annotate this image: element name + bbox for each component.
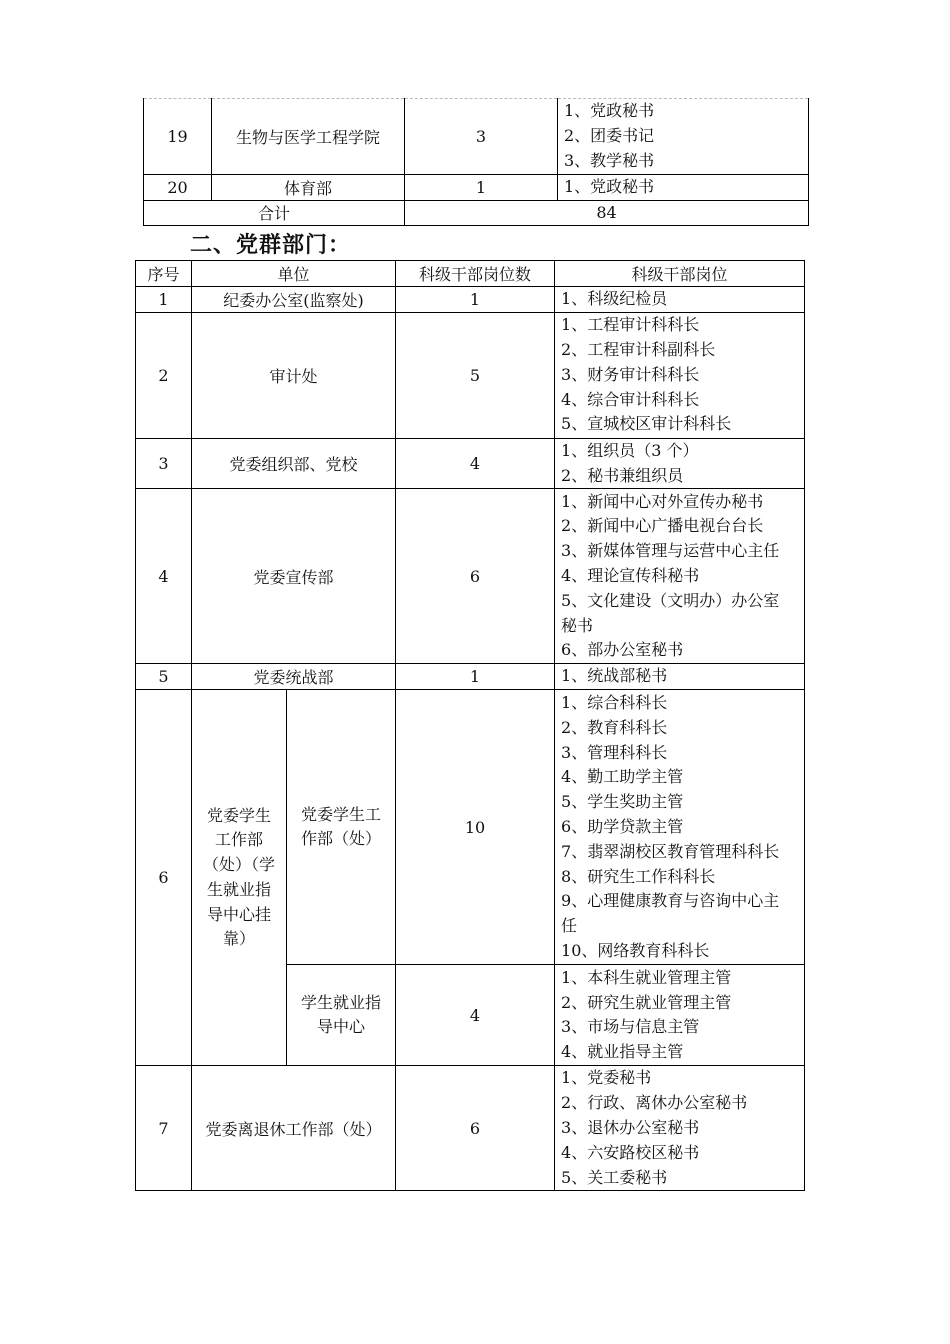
total-value: 84 — [405, 200, 809, 225]
post-count: 1 — [396, 664, 555, 690]
unit-name: 体育部 — [212, 175, 405, 201]
post-item: 2、行政、离休办公室秘书 — [561, 1093, 748, 1113]
post-count: 1 — [396, 287, 555, 313]
unit-name: 党委组织部、党校 — [192, 438, 396, 489]
post-count: 6 — [396, 489, 555, 664]
post-item: 2、工程审计科副科长 — [561, 340, 716, 360]
post-item: 1、综合科科长 — [561, 693, 668, 712]
post-item: 任 — [561, 916, 578, 936]
post-item: 2、团委书记 — [564, 126, 655, 146]
unit-line: 导中心挂 — [206, 904, 271, 924]
subunit-name — [287, 690, 396, 965]
post-item: 1、党政秘书 — [564, 101, 655, 121]
post-item: 5、学生奖助主管 — [561, 792, 684, 812]
post-list — [555, 312, 805, 438]
post-item: 1、科级纪检员 — [561, 289, 668, 308]
party-departments-table — [135, 260, 805, 1191]
post-list — [558, 99, 809, 175]
post-item: 4、理论宣传科秘书 — [561, 565, 700, 585]
subunit-line: 学生就业指 — [301, 992, 382, 1012]
post-item: 2、教育科科长 — [561, 717, 668, 737]
unit-name — [192, 690, 287, 1066]
unit-line: 靠） — [222, 929, 255, 949]
post-item: 1、统战部秘书 — [561, 666, 668, 686]
unit-name: 审计处 — [192, 312, 396, 438]
unit-line: （处）（学 — [202, 855, 275, 875]
subunit-line: 作部（处） — [301, 829, 382, 849]
continuation-table — [143, 98, 809, 226]
table-row — [144, 99, 809, 175]
post-list — [555, 965, 805, 1066]
post-item: 5、文化建设（文明办）办公室 — [561, 590, 780, 610]
unit-name: 党委离退休工作部（处） — [192, 1066, 396, 1191]
post-item: 4、六安路校区秘书 — [561, 1142, 700, 1162]
total-label: 合计 — [144, 200, 405, 225]
post-list — [555, 664, 805, 690]
header-unit: 单位 — [192, 261, 396, 287]
post-item: 3、管理科科长 — [561, 742, 668, 762]
table-row — [136, 664, 805, 690]
post-item: 4、就业指导主管 — [561, 1042, 684, 1062]
post-count: 4 — [396, 965, 555, 1066]
table-row — [136, 287, 805, 313]
post-item: 3、新媒体管理与运营中心主任 — [561, 541, 780, 561]
post-list — [555, 1066, 805, 1191]
post-item: 10、网络教育科科长 — [561, 940, 710, 960]
row-number: 4 — [136, 489, 192, 664]
post-count: 6 — [396, 1066, 555, 1191]
subunit-line: 导中心 — [317, 1017, 366, 1037]
post-item: 3、退休办公室秘书 — [561, 1117, 700, 1137]
unit-line: 党委学生 — [206, 805, 271, 825]
post-item: 3、教学秘书 — [564, 150, 655, 170]
post-count: 4 — [396, 438, 555, 489]
total-row — [144, 200, 809, 225]
row-number: 6 — [136, 690, 192, 1066]
post-item: 1、本科生就业管理主管 — [561, 967, 732, 987]
post-item: 1、党政秘书 — [564, 177, 655, 196]
post-list — [555, 438, 805, 489]
post-item: 2、秘书兼组织员 — [561, 465, 684, 485]
post-item: 2、研究生就业管理主管 — [561, 992, 732, 1012]
post-item: 1、工程审计科科长 — [561, 315, 700, 335]
unit-name: 纪委办公室(监察处) — [192, 287, 396, 313]
row-number: 20 — [144, 175, 212, 201]
table-row — [144, 175, 809, 201]
post-item: 6、助学贷款主管 — [561, 816, 684, 836]
post-item: 1、新闻中心对外宣传办秘书 — [561, 491, 764, 511]
post-item: 6、部办公室秘书 — [561, 640, 684, 660]
unit-line: 工作部 — [214, 830, 263, 850]
post-count: 5 — [396, 312, 555, 438]
post-item: 2、新闻中心广播电视台台长 — [561, 516, 764, 536]
post-item: 9、心理健康教育与咨询中心主 — [561, 891, 780, 911]
post-item: 1、党委秘书 — [561, 1068, 652, 1088]
post-item: 4、勤工助学主管 — [561, 767, 684, 787]
post-list — [558, 175, 809, 201]
post-list — [555, 287, 805, 313]
table-row — [136, 312, 805, 438]
table-row — [136, 690, 805, 965]
post-item: 5、宣城校区审计科科长 — [561, 414, 732, 434]
row-number: 3 — [136, 438, 192, 489]
post-list — [555, 489, 805, 664]
post-item: 1、组织员（3 个） — [561, 440, 699, 460]
post-count: 3 — [405, 99, 558, 175]
section-heading: 二、党群部门： — [190, 233, 352, 258]
post-list — [555, 690, 805, 965]
post-item: 秘书 — [561, 615, 594, 635]
unit-name: 党委宣传部 — [192, 489, 396, 664]
post-item: 3、市场与信息主管 — [561, 1017, 700, 1037]
post-item: 8、研究生工作科科长 — [561, 866, 716, 886]
row-number: 1 — [136, 287, 192, 313]
header-no: 序号 — [136, 261, 192, 287]
row-number: 2 — [136, 312, 192, 438]
header-count: 科级干部岗位数 — [396, 261, 555, 287]
table-row — [136, 438, 805, 489]
table-row — [136, 489, 805, 664]
table-row — [136, 1066, 805, 1191]
subunit-line: 党委学生工 — [301, 804, 382, 824]
post-count: 1 — [405, 175, 558, 201]
row-number: 7 — [136, 1066, 192, 1191]
post-item: 5、关工委秘书 — [561, 1167, 668, 1187]
post-item: 4、综合审计科科长 — [561, 389, 700, 409]
row-number: 5 — [136, 664, 192, 690]
header-row — [136, 261, 805, 287]
post-item: 7、翡翠湖校区教育管理科科长 — [561, 841, 780, 861]
post-item: 3、财务审计科科长 — [561, 364, 700, 384]
unit-line: 生就业指 — [206, 879, 271, 899]
post-count: 10 — [396, 690, 555, 965]
unit-name: 党委统战部 — [192, 664, 396, 690]
row-number: 19 — [144, 99, 212, 175]
subunit-name — [287, 965, 396, 1066]
header-posts: 科级干部岗位 — [555, 261, 805, 287]
unit-name: 生物与医学工程学院 — [212, 99, 405, 175]
